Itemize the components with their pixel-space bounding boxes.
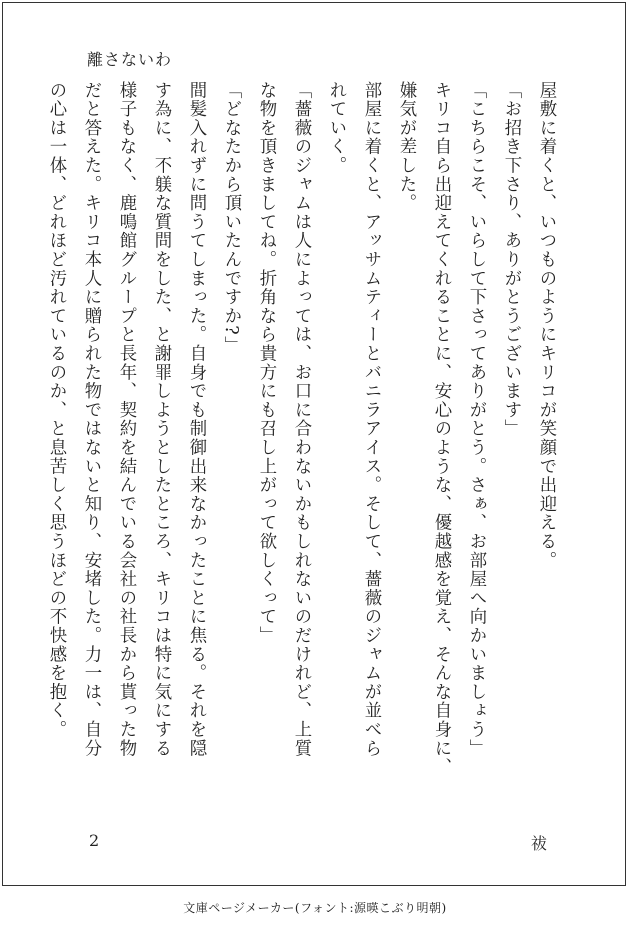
page-number: 2	[89, 831, 100, 850]
author-mark: 祓	[531, 834, 548, 853]
text-line: 「お招き下さり、ありがとうございます」	[501, 81, 521, 439]
text-line: 「こちらこそ、いらして下さってありがとう。さぁ、お部屋へ向かいましょう」	[466, 81, 486, 758]
generator-credit: 文庫ページメーカー(フォント:源暎こぶり明朝)	[183, 901, 447, 915]
text-line: 屋敷に着くと、いつものようにキリコが笑顔で出迎える。	[536, 81, 556, 570]
text-line: 「どなたから頂いたんですか?」	[221, 81, 241, 355]
text-line: れていく。	[326, 81, 346, 175]
text-line: 部屋に着くと、アッサムティーとバニラアイス。そして、薔薇のジャムが並べら	[361, 81, 381, 758]
text-line: だと答えた。キリコ本人に贈られた物ではないと知り、安堵した。力一は、自分	[81, 81, 101, 758]
text-line: キリコ自ら出迎えてくれることに、安心のような、優越感を覚え、そんな自身に、	[431, 81, 451, 777]
text-line: の心は一体、どれほど汚れているのか、と息苦しく思うほどの不快感を抱く。	[46, 81, 66, 739]
text-line: 様子もなく、鹿鳴館グループと長年、契約を結んでいる会社の社長から貰った物	[116, 81, 136, 758]
text-line: な物を頂きましてね。折角なら貴方にも召し上がって欲しくって」	[256, 81, 276, 645]
text-line: 「薔薇のジャムは人によっては、お口に合わないかもしれないのだけれど、上質	[291, 81, 311, 758]
text-line: 間髪入れずに問うてしまった。自身でも制御出来なかったことに焦る。それを隠	[186, 81, 206, 758]
text-line: 嫌気が差した。	[396, 81, 416, 213]
vertical-body-text	[46, 81, 563, 777]
book-page	[2, 2, 626, 886]
text-line: す為に、不躾な質問をした、と謝罪しようとしたところ、キリコは特に気にする	[151, 81, 171, 758]
running-title: 離さないわ	[87, 50, 173, 69]
